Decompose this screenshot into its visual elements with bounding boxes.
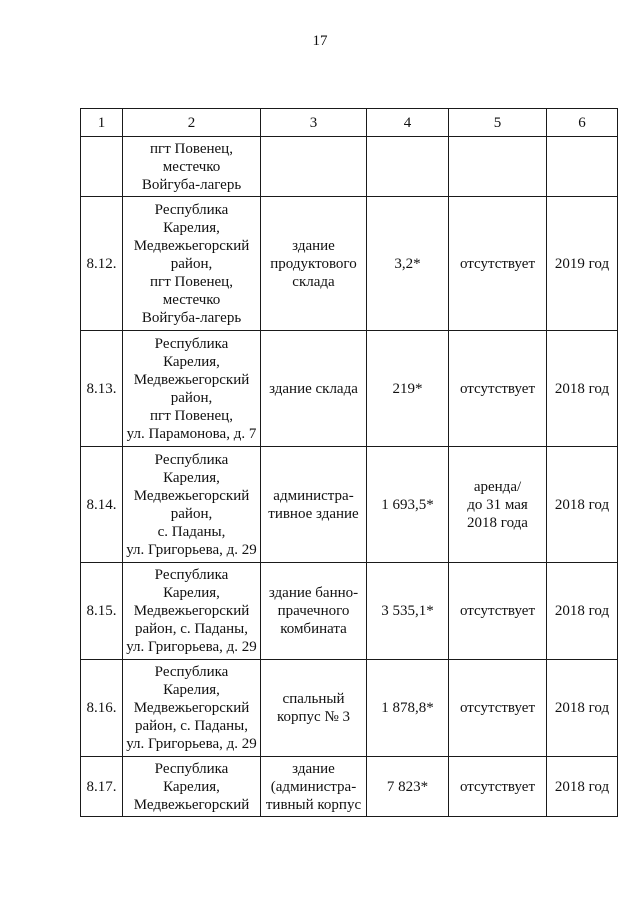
cell-number: 8.17.	[81, 757, 123, 817]
cell-year	[547, 137, 618, 197]
cell-year: 2018 год	[547, 331, 618, 447]
cell-encumbrance	[449, 137, 547, 197]
cell-object: здание банно- прачечного комбината	[261, 563, 367, 660]
cell-object: спальный корпус № 3	[261, 660, 367, 757]
cell-encumbrance: аренда/ до 31 мая 2018 года	[449, 447, 547, 563]
table-row	[81, 447, 618, 563]
table-row	[81, 563, 618, 660]
column-header: 4	[367, 109, 449, 137]
cell-area	[367, 137, 449, 197]
cell-encumbrance: отсутствует	[449, 563, 547, 660]
cell-location: Республика Карелия, Медвежьегорский район, с. Паданы, ул. Григорьева, д. 29	[123, 447, 261, 563]
cell-encumbrance: отсутствует	[449, 660, 547, 757]
table-header-row	[81, 109, 618, 137]
cell-year: 2018 год	[547, 660, 618, 757]
cell-area: 1 878,8*	[367, 660, 449, 757]
table-row	[81, 197, 618, 331]
cell-number: 8.13.	[81, 331, 123, 447]
cell-year: 2018 год	[547, 447, 618, 563]
cell-object	[261, 137, 367, 197]
cell-location: Республика Карелия, Медвежьегорский район, с. Паданы, ул. Григорьева, д. 29	[123, 660, 261, 757]
cell-area: 3,2*	[367, 197, 449, 331]
column-header: 6	[547, 109, 618, 137]
column-header: 3	[261, 109, 367, 137]
column-header: 1	[81, 109, 123, 137]
cell-year: 2018 год	[547, 563, 618, 660]
cell-number: 8.14.	[81, 447, 123, 563]
cell-encumbrance: отсутствует	[449, 197, 547, 331]
cell-location: Республика Карелия, Медвежьегорский	[123, 757, 261, 817]
cell-encumbrance: отсутствует	[449, 757, 547, 817]
page-number: 17	[312, 33, 328, 49]
cell-object: здание (администра- тивный корпус	[261, 757, 367, 817]
cell-year: 2019 год	[547, 197, 618, 331]
cell-area: 1 693,5*	[367, 447, 449, 563]
cell-location: Республика Карелия, Медвежьегорский район, с. Паданы, ул. Григорьева, д. 29	[123, 563, 261, 660]
cell-year: 2018 год	[547, 757, 618, 817]
cell-area: 219*	[367, 331, 449, 447]
cell-number: 8.16.	[81, 660, 123, 757]
cell-location: Республика Карелия, Медвежьегорский район, пгт Повенец, ул. Парамонова, д. 7	[123, 331, 261, 447]
table-row	[81, 660, 618, 757]
cell-area: 7 823*	[367, 757, 449, 817]
property-table	[80, 108, 618, 817]
table-row	[81, 757, 618, 817]
cell-object: здание склада	[261, 331, 367, 447]
table-row-continuation	[81, 137, 618, 197]
cell-object: здание продуктового склада	[261, 197, 367, 331]
cell-encumbrance: отсутствует	[449, 331, 547, 447]
column-header: 2	[123, 109, 261, 137]
cell-location: пгт Повенец, местечко Войгуба-лагерь	[123, 137, 261, 197]
cell-location: Республика Карелия, Медвежьегорский район, пгт Повенец, местечко Войгуба-лагерь	[123, 197, 261, 331]
cell-number: 8.12.	[81, 197, 123, 331]
cell-number: 8.15.	[81, 563, 123, 660]
table-row	[81, 331, 618, 447]
cell-object: администра- тивное здание	[261, 447, 367, 563]
cell-number	[81, 137, 123, 197]
column-header: 5	[449, 109, 547, 137]
cell-area: 3 535,1*	[367, 563, 449, 660]
